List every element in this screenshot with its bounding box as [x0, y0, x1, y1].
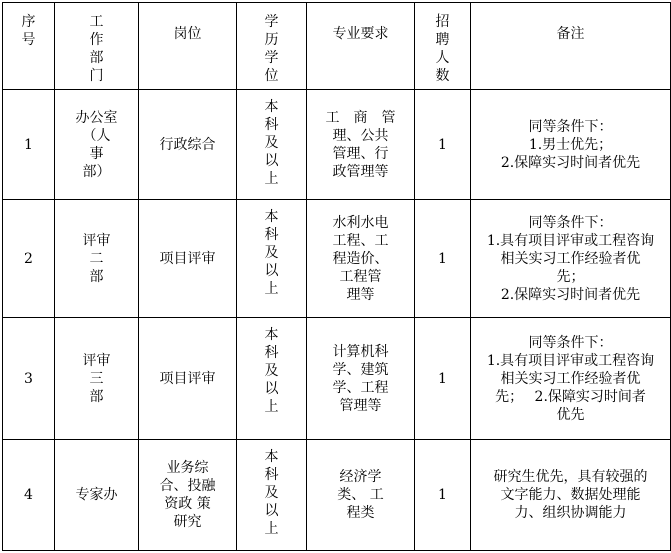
- cell-count: 1: [415, 318, 471, 440]
- cell-line: 号: [21, 32, 36, 48]
- cell-line: 2.保障实习时间者优先: [500, 286, 641, 303]
- cell-line: 及: [264, 245, 279, 261]
- cell-seq: 1: [3, 90, 55, 200]
- cell-dept: [55, 318, 139, 440]
- cell-line: 以: [264, 263, 279, 279]
- cell-line: 力、组织协调能力: [514, 505, 627, 521]
- cell-line: 科: [264, 227, 279, 243]
- cell-note: [471, 90, 671, 200]
- cell-line: 上: [264, 521, 279, 537]
- cell-line: 本: [264, 209, 279, 225]
- cell-line: 1.具有项目评审或工程咨询: [486, 232, 655, 249]
- cell-major: [307, 90, 415, 200]
- cell-line: 上: [264, 171, 279, 187]
- cell-count: 1: [415, 200, 471, 318]
- cell-line: 工: [89, 14, 104, 30]
- cell-line: 科: [264, 117, 279, 133]
- cell-line: 资政 策: [164, 496, 211, 512]
- cell-line: 历: [264, 32, 279, 48]
- cell-note: [471, 440, 671, 551]
- cell-major: [307, 440, 415, 551]
- cell-line: 学、建筑: [332, 361, 389, 378]
- table-row: [3, 90, 671, 200]
- header-major: [307, 3, 415, 90]
- cell-line: 以: [264, 503, 279, 519]
- cell-line: 招: [435, 14, 450, 30]
- cell-line: 专业要求: [332, 26, 389, 42]
- table-row: [3, 200, 671, 318]
- cell-line: 及: [264, 485, 279, 501]
- cell-line: 学: [264, 50, 279, 66]
- cell-line: 行政综合: [159, 136, 216, 153]
- cell-line: 二: [89, 250, 104, 267]
- table-row: [3, 440, 671, 551]
- cell-count: 1: [415, 440, 471, 551]
- cell-line: 岗位: [173, 26, 202, 42]
- recruitment-table: [2, 2, 671, 551]
- cell-line: 上: [264, 399, 279, 415]
- cell-line: 位: [264, 68, 279, 84]
- cell-edu: [237, 318, 307, 440]
- cell-line: 理、公共: [332, 127, 389, 144]
- header-post: [139, 3, 237, 90]
- cell-line: 评审: [82, 232, 111, 249]
- cell-line: 项目评审: [159, 250, 216, 267]
- cell-line: 及: [264, 363, 279, 379]
- cell-line: 文字能力、数据处理能: [500, 487, 641, 503]
- cell-line: 计算机科: [332, 343, 389, 360]
- cell-line: 本: [264, 449, 279, 465]
- table-row: [3, 318, 671, 440]
- cell-line: 科: [264, 467, 279, 483]
- cell-major: [307, 318, 415, 440]
- cell-line: 管理、行: [332, 145, 389, 162]
- cell-line: 以: [264, 153, 279, 169]
- cell-count: 1: [415, 90, 471, 200]
- cell-line: 研究: [173, 514, 202, 530]
- cell-line: 数: [435, 68, 450, 84]
- header-edu: [237, 3, 307, 90]
- cell-post: [139, 318, 237, 440]
- cell-line: 科: [264, 345, 279, 361]
- cell-edu: [237, 90, 307, 200]
- cell-edu: [237, 200, 307, 318]
- cell-line: 工程、工: [332, 232, 389, 249]
- cell-line: 先； 2.保障实习时间者: [495, 388, 646, 405]
- cell-line: 先；: [556, 268, 585, 285]
- cell-line: 本: [264, 99, 279, 115]
- cell-line: 经济学: [339, 469, 382, 485]
- cell-line: 程类: [346, 505, 375, 521]
- cell-post: [139, 200, 237, 318]
- cell-edu: [237, 440, 307, 551]
- cell-line: 以: [264, 381, 279, 397]
- header-count: [415, 3, 471, 90]
- cell-line: 工 商 管: [325, 109, 396, 126]
- cell-line: 本: [264, 327, 279, 343]
- cell-line: 研究生优先，具有较强的: [493, 469, 648, 485]
- cell-line: 聘: [435, 32, 450, 48]
- cell-line: 及: [264, 135, 279, 151]
- cell-line: 评审: [82, 352, 111, 369]
- header-seq: [3, 3, 55, 90]
- cell-line: 相关实习工作经验者优: [500, 250, 641, 267]
- cell-line: 理等: [346, 286, 375, 303]
- cell-dept: [55, 90, 139, 200]
- header-dept: [55, 3, 139, 90]
- cell-line: 部）: [82, 163, 111, 180]
- cell-line: 作: [89, 32, 104, 48]
- cell-seq: 3: [3, 318, 55, 440]
- cell-line: 办公室: [75, 109, 118, 126]
- cell-line: 程造价、: [332, 250, 389, 267]
- cell-note: [471, 318, 671, 440]
- cell-line: 优先: [556, 406, 585, 423]
- cell-line: 同等条件下：: [528, 334, 613, 351]
- cell-line: 相关实习工作经验者优: [500, 370, 641, 387]
- cell-post: [139, 440, 237, 551]
- cell-line: 类、 工: [337, 487, 384, 503]
- cell-line: 专家办: [75, 487, 118, 503]
- cell-line: 部: [89, 268, 104, 285]
- cell-line: 上: [264, 281, 279, 297]
- cell-dept: [55, 440, 139, 551]
- cell-line: 1.男士优先；: [528, 136, 613, 153]
- cell-line: 部: [89, 50, 104, 66]
- cell-line: 管理等: [339, 397, 382, 414]
- cell-line: 部: [89, 388, 104, 405]
- cell-line: 门: [89, 68, 104, 84]
- header-row: [3, 3, 671, 90]
- cell-line: 项目评审: [159, 370, 216, 387]
- cell-line: 1.具有项目评审或工程咨询: [486, 352, 655, 369]
- cell-major: [307, 200, 415, 318]
- cell-line: 序: [21, 14, 36, 30]
- cell-dept: [55, 200, 139, 318]
- cell-line: （人: [82, 127, 111, 144]
- cell-line: 工程管: [339, 268, 382, 285]
- cell-post: [139, 90, 237, 200]
- cell-line: 同等条件下：: [528, 118, 613, 135]
- cell-line: 2.保障实习时间者优先: [500, 154, 641, 171]
- cell-line: 同等条件下：: [528, 214, 613, 231]
- cell-line: 人: [435, 50, 450, 66]
- cell-seq: 2: [3, 200, 55, 318]
- cell-line: 三: [89, 370, 104, 387]
- cell-line: 备注: [556, 26, 585, 42]
- cell-line: 合、投融: [159, 478, 216, 494]
- cell-seq: 4: [3, 440, 55, 551]
- cell-line: 业务综: [166, 460, 209, 476]
- cell-line: 政管理等: [332, 163, 389, 180]
- cell-line: 学: [264, 14, 279, 30]
- cell-line: 学、工程: [332, 379, 389, 396]
- cell-line: 事: [89, 145, 104, 162]
- header-note: [471, 3, 671, 90]
- cell-note: [471, 200, 671, 318]
- cell-line: 水利水电: [332, 214, 389, 231]
